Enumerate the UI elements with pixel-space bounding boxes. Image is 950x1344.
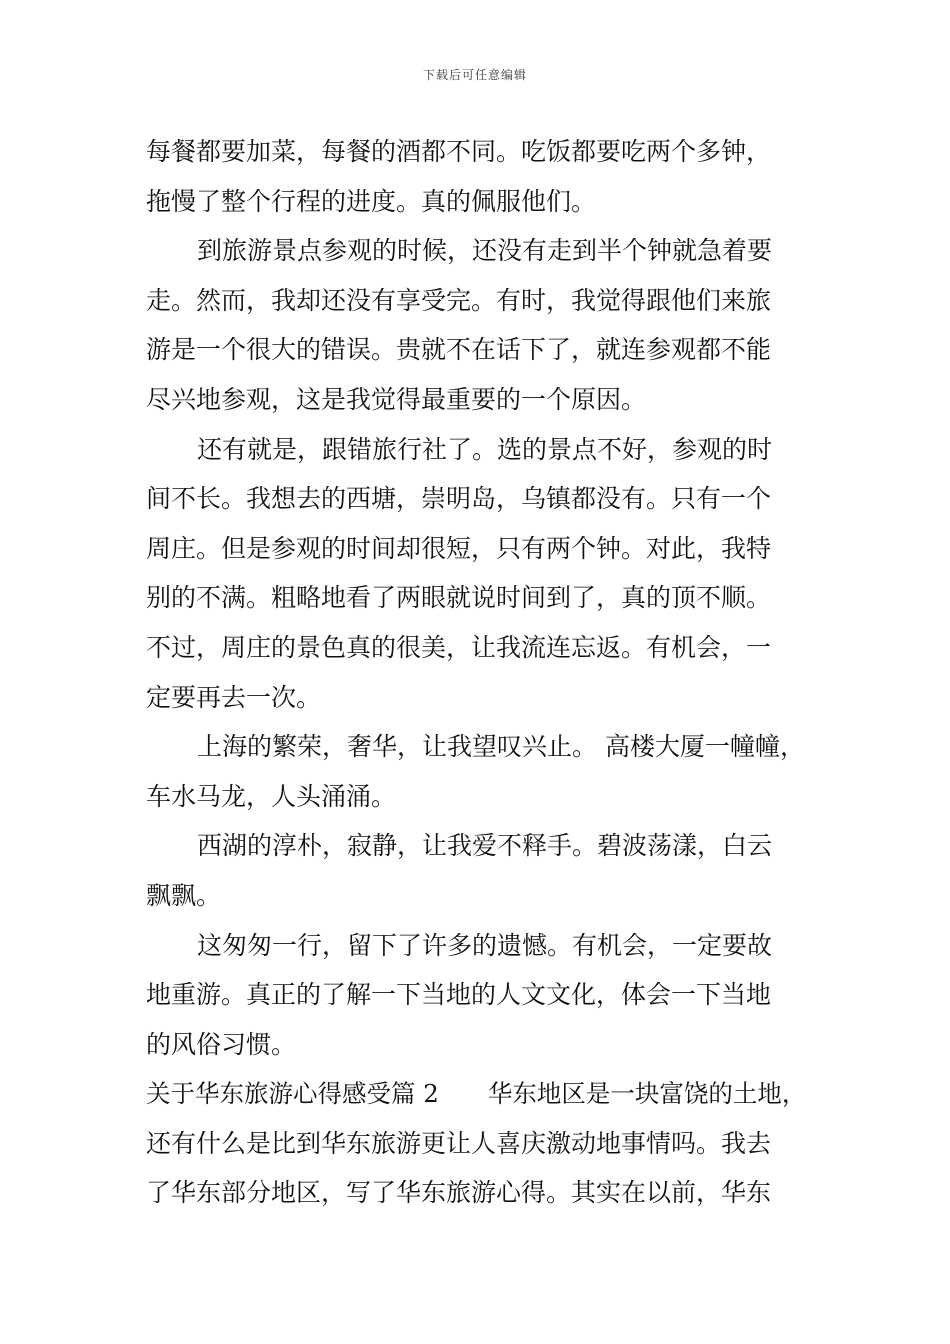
paragraph-start-line: 西湖的淳朴，寂静，让我爱不释手。碧波荡漾，白云 — [197, 831, 773, 861]
paragraph-start-line: 上海的繁荣，奢华，让我望叹兴止。 高楼大厦一幢幢， — [197, 732, 805, 762]
text-line: 尽兴地参观，这是我觉得最重要的一个原因。 — [146, 384, 647, 414]
paragraph-start-line: 到旅游景点参观的时候，还没有走到半个钟就急着要 — [197, 236, 773, 266]
document-body — [146, 127, 816, 1218]
text-line: 走。然而，我却还没有享受完。有时，我觉得跟他们来旅 — [146, 285, 772, 315]
text-line: 的风俗习惯。 — [146, 1029, 297, 1059]
text-line: 定要再去一次。 — [146, 682, 322, 712]
text-line: 每餐都要加菜，每餐的酒都不同。吃饭都要吃两个多钟， — [146, 137, 772, 166]
text-line: 飘飘。 — [146, 880, 222, 910]
text-line: 了华东部分地区，写了华东旅游心得。其实在以前，华东 — [146, 1178, 772, 1208]
text-line: 间不长。我想去的西塘，崇明岛，乌镇都没有。只有一个 — [146, 484, 772, 514]
text-line: 不过，周庄的景色真的很美，让我流连忘返。有机会，一 — [146, 632, 772, 662]
text-line: 地重游。真正的了解一下当地的人文文化，体会一下当地 — [146, 980, 772, 1010]
page-header: 下载后可任意编辑 — [422, 68, 527, 82]
text-line: 还有什么是比到华东旅游更让人喜庆激动地事情吗。我去 — [146, 1128, 772, 1158]
paragraph-start-line: 还有就是，跟错旅行社了。选的景点不好，参观的时 — [197, 434, 773, 464]
text-line: 周庄。但是参观的时间却很短，只有两个钟。对此，我特 — [146, 533, 772, 563]
text-line: 拖慢了整个行程的进度。真的佩服他们。 — [146, 186, 597, 216]
paragraph-start-line: 这匆匆一行，留下了许多的遗憾。有机会，一定要故 — [197, 930, 773, 960]
section-heading-line: 关于华东旅游心得感受篇 2 华东地区是一块富饶的土地， — [146, 1079, 807, 1109]
text-line: 游是一个很大的错误。贵就不在话下了，就连参观都不能 — [146, 335, 772, 365]
text-line: 别的不满。粗略地看了两眼就说时间到了，真的顶不顺。 — [146, 583, 772, 613]
text-line: 车水马龙，人头涌涌。 — [146, 781, 397, 811]
